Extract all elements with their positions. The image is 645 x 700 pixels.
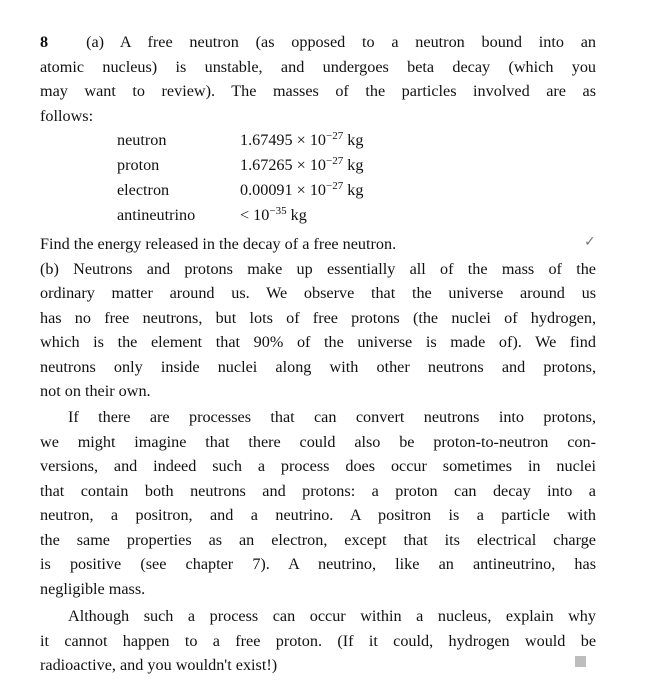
problem-number: 8 <box>40 33 49 51</box>
free-proton-paragraph <box>40 604 596 678</box>
part-b-line: has no free neutrons, but lots of free protons (the nuclei of hydrogen, <box>40 308 596 327</box>
para3-line: radioactive, and you wouldn't exist!) <box>40 656 278 674</box>
part-a-question: Find the energy released in the decay of a free neutron. <box>40 235 397 253</box>
check-mark-icon: ✓ <box>584 234 596 250</box>
particle-name: neutron <box>117 131 167 149</box>
part-b-line: neutrons only inside nuclei along with other neutrons and protons, <box>40 357 596 376</box>
particle-mass: $1.67495 \times 10^{-27}$ kg <box>240 130 364 149</box>
para2-line: we might imagine that there could also be proton-to-neutron con- <box>40 432 596 451</box>
intro-line: follows: <box>40 106 94 125</box>
part-b-paragraph <box>40 232 596 404</box>
para2-line: neutron, a positron, and a neutrino. A positron is a particle with <box>40 506 596 524</box>
intro-line: may want to review). The masses of the particles involved are as <box>40 82 596 100</box>
para2-line: the same properties as an electron, except that its electrical charge <box>40 530 596 549</box>
particle-mass: $1.67265 \times 10^{-27}$ kg <box>240 155 364 174</box>
intro-line: atomic nucleus) is unstable, and undergoes beta decay (which you <box>40 57 596 76</box>
particle-name: antineutrino <box>117 206 196 224</box>
problem-intro <box>40 30 596 128</box>
particle-mass: < $10^{-35}$ kg <box>240 205 307 224</box>
para2-line: is positive (see chapter 7). A neutrino, like an antineutrino, has <box>40 555 596 573</box>
para2-line: negligible mass. <box>40 579 146 598</box>
para2-line: If there are processes that can convert neutrons into protons, <box>68 408 596 426</box>
part-b-line: which is the element that 90% of the universe is made of). We find <box>40 333 596 351</box>
para3-line: Although such a process can occur within a nucleus, explain why <box>68 607 596 625</box>
part-b-line: not on their own. <box>40 382 151 400</box>
end-of-problem-square-icon <box>575 656 586 667</box>
para3-line: it cannot happen to a free proton. (If it could, hydrogen would be <box>40 631 596 650</box>
para2-line: that contain both neutrons and protons: a proton can decay into a <box>40 481 596 500</box>
part-b-line: (b) Neutrons and protons make up essentially all of the mass of the <box>40 259 596 278</box>
proton-conversion-paragraph <box>40 405 596 601</box>
part-b-line: ordinary matter around us. We observe that the universe around us <box>40 284 596 302</box>
particle-mass: $0.00091 \times 10^{-27}$ kg <box>240 180 364 199</box>
particle-name: electron <box>117 181 170 199</box>
intro-line: 8 (a) A free neutron (as opposed to a neutron bound into an <box>40 33 596 51</box>
para2-line: versions, and indeed such a process does occur sometimes in nuclei <box>40 457 596 475</box>
particle-name: proton <box>117 156 160 174</box>
